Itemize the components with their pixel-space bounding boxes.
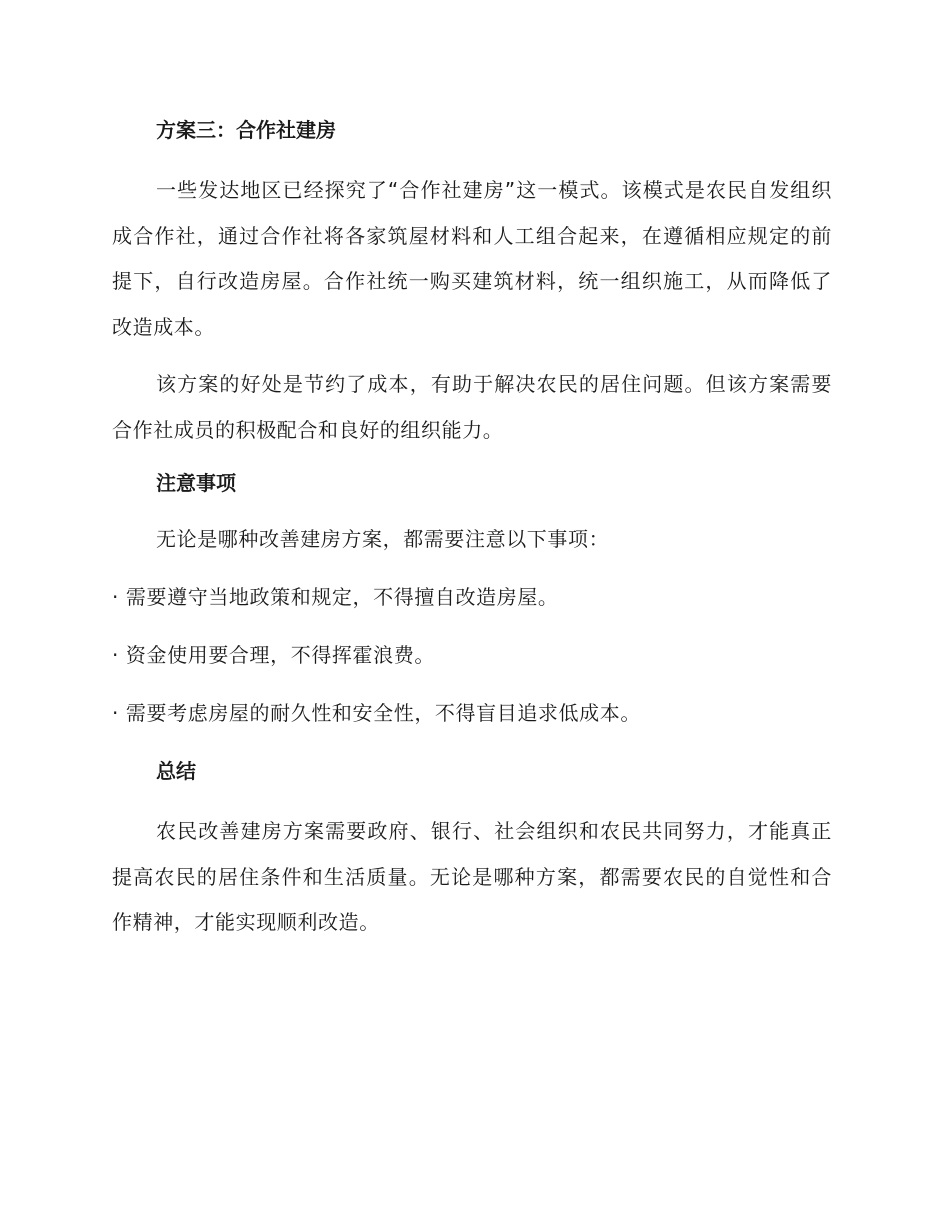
section-heading-summary: 总结 (156, 759, 196, 783)
plan3-paragraph-2: 该方案的好处是节约了成本，有助于解决农民的居住问题。但该方案需要合作社成员的积极配合和良好的组织能力。 (112, 372, 832, 442)
notes-list-item: · 需要考虑房屋的耐久性和安全性，不得盲目追求低成本。 (112, 701, 641, 725)
notes-list-item: · 资金使用要合理，不得挥霍浪费。 (112, 643, 435, 667)
section-heading-notes: 注意事项 (156, 471, 236, 495)
notes-list-item: · 需要遵守当地政策和规定，不得擅自改造房屋。 (112, 585, 559, 609)
summary-paragraph: 农民改善建房方案需要政府、银行、社会组织和农民共同努力，才能真正提高农民的居住条件和生活质量。无论是哪种方案，都需要农民的自觉性和合作精神，才能实现顺利改造。 (112, 819, 832, 934)
section-heading-plan3: 方案三：合作社建房 (156, 118, 336, 142)
notes-intro: 无论是哪种改善建房方案，都需要注意以下事项： (156, 527, 610, 551)
document-body (112, 112, 832, 958)
plan3-paragraph-1: 一些发达地区已经探究了“合作社建房”这一模式。该模式是农民自发组织成合作社，通过合作社将各家筑屋材料和人工组合起来，在遵循相应规定的前提下，自行改造房屋。合作社统一购买建筑材料，统一组织施工，从而降低了改造成本。 (112, 178, 832, 339)
